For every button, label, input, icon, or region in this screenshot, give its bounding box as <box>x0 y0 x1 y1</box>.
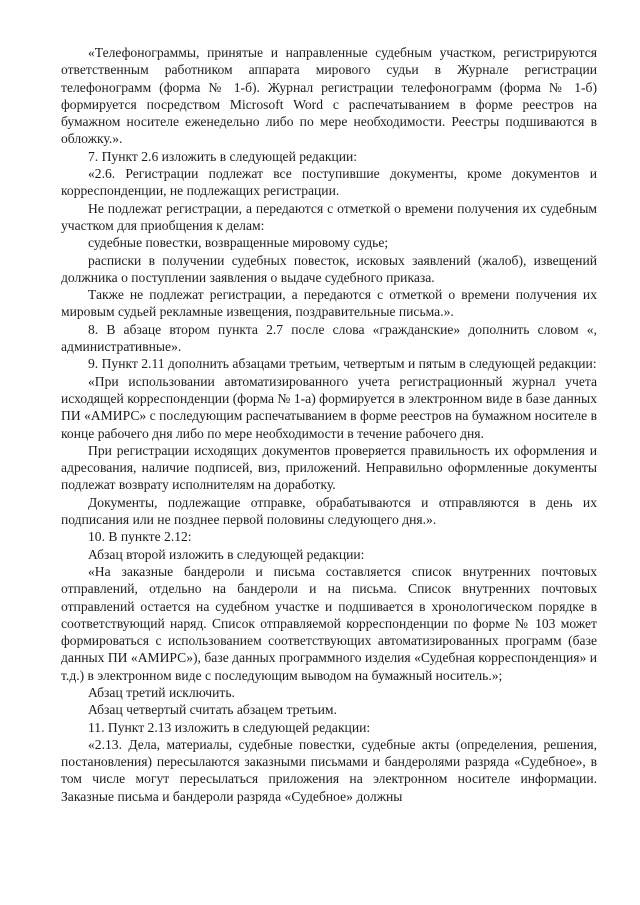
paragraph-item-7: 7. Пункт 2.6 изложить в следующей редакции: <box>88 148 358 164</box>
paragraph-item-9: 9. Пункт 2.11 дополнить абзацами третьим, четвертым и пятым в следующей редакции: <box>88 356 597 372</box>
paragraph-outgoing-check: При регистрации исходящих документов проверяется правильность их оформления и адресования, наличие подписей, виз, приложений. Неправильно оформленные документы подлежат возврату исполнителям на доработку. <box>61 442 597 493</box>
paragraph-second-abzac: Абзац второй изложить в следующей редакции: <box>88 546 365 562</box>
paragraph-item-8: 8. В абзаце втором пункта 2.7 после слова «гражданские» дополнить словом «, административные». <box>61 321 597 355</box>
paragraph-third-excluded: Абзац третий исключить. <box>88 684 235 700</box>
paragraph-item-10: 10. В пункте 2.12: <box>88 529 192 545</box>
paragraph-not-registered: Не подлежат регистрации, а передаются с отметкой о времени получения их судебным участком для приобщения к делам: <box>61 200 597 233</box>
paragraph-2-6-registration: «2.6. Регистрации подлежат все поступившие документы, кроме документов и корреспонденции, не подлежащих регистрации. <box>61 166 597 199</box>
paragraph-summons: судебные повестки, возвращенные мировому судье; <box>88 235 389 251</box>
paragraph-item-11: 11. Пункт 2.13 изложить в следующей редакции: <box>88 719 371 735</box>
paragraph-fourth-renumber: Абзац четвертый считать абзацем третьим. <box>88 702 337 718</box>
paragraph-receipts: расписки в получении судебных повесток, исковых заявлений (жалоб), извещений должника о поступлении заявления о выдаче судебного приказа. <box>61 252 597 285</box>
paragraph-automated-accounting: «При использовании автоматизированного учета регистрационный журнал учета исходящей корреспонденции (форма № 1-а) формируется в электронном виде в базе данных ПИ «АМИРС» с последующим распечатыванием в форме реестров на бумажном носителе в конце рабочего дня либо по мере необходимости в течение рабочего дня. <box>61 373 597 441</box>
paragraph-advertising: Также не подлежат регистрации, а передаются с отметкой о времени получения их мировым судьей рекламные извещения, поздравительные письма.». <box>61 287 597 320</box>
paragraph-dispatch: Документы, подлежащие отправке, обрабатываются и отправляются в день их подписания или не позднее первой половины следующего дня.». <box>61 494 597 528</box>
paragraph-telephonograms-text: «Телефонограммы, принятые и направленные судебным участком, регистрируются ответственным работником аппарата мирового судьи в Журнале регистрации телефонограмм (форма № 1-б). Журнал регистрации телефонограмм (форма № 1-б) формируется посредством Microsoft Word с распечатыванием в форме реестров на бумажном носителе еженедельно либо по мере необходимости. Реестры подшиваются в обложку.». <box>61 45 597 147</box>
paragraph-registered-mail: «На заказные бандероли и письма составляется список внутренних почтовых отправлений, отдельно на бандероли и на письма. Список внутренних почтовых отправлений остается на судебном участке и подшивается в хронологическом порядке в соответствующий наряд. Список отправляемой корреспонденции по форме № 103 может формироваться с использованием соответствующих автоматизированных программ (базе данных ПИ «АМИРС»), базе данных программного изделия «Судебная корреспонденция» и т.д.) в электронном виде с последующим выводом на бумажный носитель.»; <box>61 563 597 683</box>
paragraph-2-13-mailing: «2.13. Дела, материалы, судебные повестки, судебные акты (определения, решения, постановления) пересылаются заказными письмами и бандеролями разряда «Судебное», в том числе могут пересылаться приложения на электронном носителе информации. Заказные письма и бандероли разряда «Судебное» должны <box>61 736 597 804</box>
document-page <box>61 44 597 805</box>
